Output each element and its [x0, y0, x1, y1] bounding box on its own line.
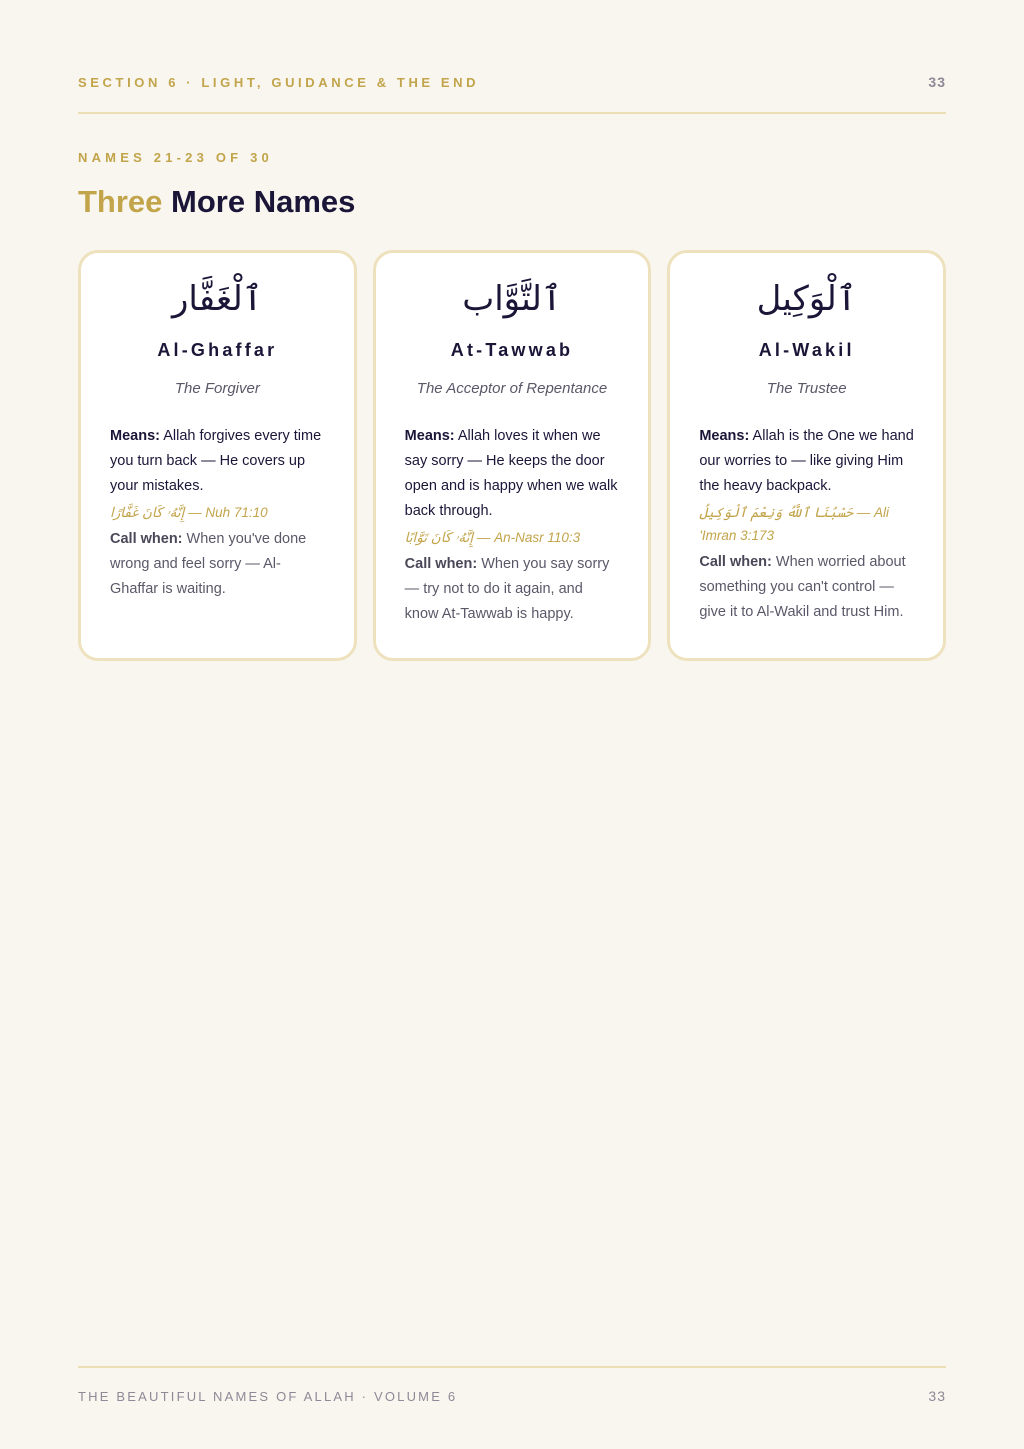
footer-divider [78, 1366, 946, 1368]
call-when-paragraph [110, 527, 325, 602]
name-cards [78, 250, 946, 661]
transliterated-name: At-Tawwab [450, 340, 574, 360]
book-title: THE BEAUTIFUL NAMES OF ALLAH · VOLUME 6 [78, 1388, 458, 1404]
transliterated-name: Al-Ghaffar [157, 340, 278, 360]
arabic-name: ٱلْغَفَّار [172, 279, 263, 319]
means-text: Allah forgives every time you turn back — He covers up your mistakes. [110, 428, 322, 494]
means-paragraph [405, 424, 620, 524]
call-when-label: Call when: [699, 554, 772, 570]
quran-reference: إِنَّهُۥ كَانَ تَوَّابًا — An-Nasr 110:3 [404, 530, 581, 545]
call-when-text: When worried about something you can't control — give it to Al-Wakil and trust Him. [699, 554, 906, 620]
means-text: Allah loves it when we say sorry — He keeps the door open and is happy when we walk back through. [404, 428, 618, 519]
means-paragraph [699, 424, 914, 499]
title-accent: Three [78, 184, 163, 219]
means-text: Allah is the One we hand our worries to — like giving Him the heavy backpack. [699, 428, 914, 494]
arabic-name: ٱلتَّوَّاب [462, 279, 562, 319]
transliterated-name: Al-Wakil [758, 340, 855, 360]
means-paragraph [110, 424, 325, 499]
means-label: Means: [110, 428, 160, 444]
footer-page-number: 33 [928, 1388, 946, 1404]
means-label: Means: [699, 428, 750, 444]
name-card-at-tawwab [373, 250, 652, 661]
arabic-name: ٱلْوَكِيل [756, 279, 857, 319]
name-card-al-ghaffar [78, 250, 357, 661]
call-when-paragraph [405, 552, 620, 627]
page-footer [78, 1388, 946, 1404]
call-when-text: When you've done wrong and feel sorry — Al-Ghaffar is waiting. [110, 531, 307, 597]
section-label: SECTION 6 · LIGHT, GUIDANCE & THE END [78, 74, 480, 90]
name-card-al-wakil [667, 250, 946, 661]
title-rest: More Names [171, 184, 356, 219]
call-when-paragraph [699, 550, 914, 625]
quran-reference: إِنَّهُۥ كَانَ غَفَّارًا — Nuh 71:10 [110, 505, 268, 520]
call-when-label: Call when: [404, 556, 478, 572]
name-meaning: The Forgiver [174, 380, 260, 397]
header-page-number: 33 [928, 74, 946, 90]
name-meaning: The Trustee [766, 380, 847, 397]
means-label: Means: [404, 428, 455, 444]
page-title [78, 184, 355, 220]
call-when-label: Call when: [110, 531, 183, 547]
quran-reference: حَسْبُنَا ٱللَّهُ وَنِعْمَ ٱلْوَكِيلُ — Ali 'Imran 3:173 [699, 505, 889, 543]
names-range-label: NAMES 21-23 OF 30 [78, 150, 273, 165]
header-divider [78, 112, 946, 114]
page-header [78, 74, 946, 90]
call-when-text: When you say sorry — try not to do it again, and know At-Tawwab is happy. [404, 556, 610, 622]
name-meaning: The Acceptor of Repentance [416, 380, 608, 397]
